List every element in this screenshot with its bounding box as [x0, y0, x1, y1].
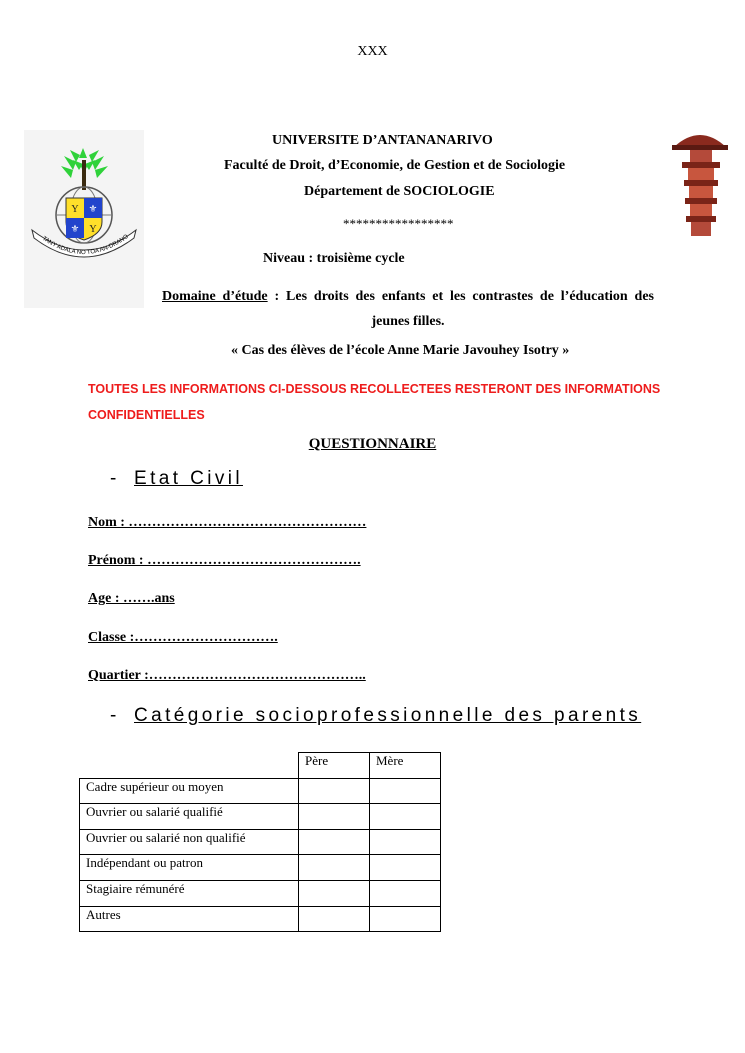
table-row: [80, 804, 441, 830]
field-age[interactable]: Age : …….ans: [88, 591, 175, 606]
page-label: XXX: [357, 44, 388, 59]
university-logo: [24, 130, 144, 308]
table-corner: [80, 753, 299, 779]
header-pere: Père: [299, 753, 370, 779]
cell-pere[interactable]: [299, 829, 370, 855]
study-domain: [162, 284, 654, 334]
svg-text:Y: Y: [71, 204, 79, 215]
case-study: « Cas des élèves de l’école Anne Marie Javouhey Isotry »: [231, 343, 570, 358]
row-label: Ouvrier ou salarié non qualifié: [80, 829, 299, 855]
svg-text:Y: Y: [89, 224, 97, 235]
row-label: Cadre supérieur ou moyen: [80, 778, 299, 804]
faculty-name: Faculté de Droit, d’Economie, de Gestion et de Sociologie: [224, 158, 566, 173]
cell-mere[interactable]: [370, 829, 441, 855]
table-row: [80, 829, 441, 855]
section-parents-title: Catégorie socioprofessionnelle des parents: [134, 705, 642, 726]
cell-pere[interactable]: [299, 880, 370, 906]
header-mere: Mère: [370, 753, 441, 779]
table-header-row: [80, 753, 441, 779]
cell-pere[interactable]: [299, 804, 370, 830]
study-level: Niveau : troisième cycle: [263, 251, 405, 266]
field-prenom[interactable]: Prénom : ……………………………………….: [88, 553, 361, 568]
section-parents-category: [110, 705, 641, 727]
section-dash: -: [110, 705, 117, 726]
table-row: [80, 880, 441, 906]
section-civil-title: Etat Civil: [134, 468, 243, 489]
stars-separator: *****************: [343, 216, 454, 231]
row-label: Indépendant ou patron: [80, 855, 299, 881]
row-label: Autres: [80, 906, 299, 932]
cell-mere[interactable]: [370, 906, 441, 932]
row-label: Stagiaire rémunéré: [80, 880, 299, 906]
table-row: [80, 906, 441, 932]
cell-pere[interactable]: [299, 906, 370, 932]
svg-text:TANY ADALA NO TOA AN-DRANO: TANY ADALA NO TOA AN-DRANO: [40, 233, 130, 257]
cell-pere[interactable]: [299, 778, 370, 804]
section-civil-status: [110, 468, 243, 490]
field-nom[interactable]: Nom : ……………………………………………: [88, 515, 367, 530]
questionnaire-title: QUESTIONNAIRE: [308, 436, 437, 452]
university-name: UNIVERSITE D’ANTANANARIVO: [272, 133, 493, 148]
domain-colon: :: [267, 289, 287, 304]
svg-text:⚜: ⚜: [88, 204, 98, 215]
domain-text: Les droits des enfants et les contrastes de l’éducation des jeunes filles.: [286, 289, 654, 329]
cell-mere[interactable]: [370, 880, 441, 906]
crest-icon: [24, 130, 144, 308]
table-row: [80, 778, 441, 804]
row-label: Ouvrier ou salarié qualifié: [80, 804, 299, 830]
confidentiality-notice: TOUTES LES INFORMATIONS CI-DESSOUS RECOLLECTEES RESTERONT DES INFORMATIONS CONFIDENTIELLES: [88, 382, 661, 422]
field-classe[interactable]: Classe :………………………….: [88, 630, 278, 645]
domain-label: Domaine d’étude: [162, 289, 268, 304]
cell-pere[interactable]: [299, 855, 370, 881]
section-dash: -: [110, 468, 117, 489]
tower-icon: [668, 125, 732, 240]
field-quartier[interactable]: Quartier :………………………………………..: [88, 668, 366, 683]
department-name: Département de SOCIOLOGIE: [304, 184, 495, 199]
cell-mere[interactable]: [370, 804, 441, 830]
parents-category-table: [79, 752, 441, 932]
cell-mere[interactable]: [370, 855, 441, 881]
cell-mere[interactable]: [370, 778, 441, 804]
tower-logo: [668, 125, 732, 240]
svg-text:⚜: ⚜: [70, 224, 80, 235]
table-row: [80, 855, 441, 881]
